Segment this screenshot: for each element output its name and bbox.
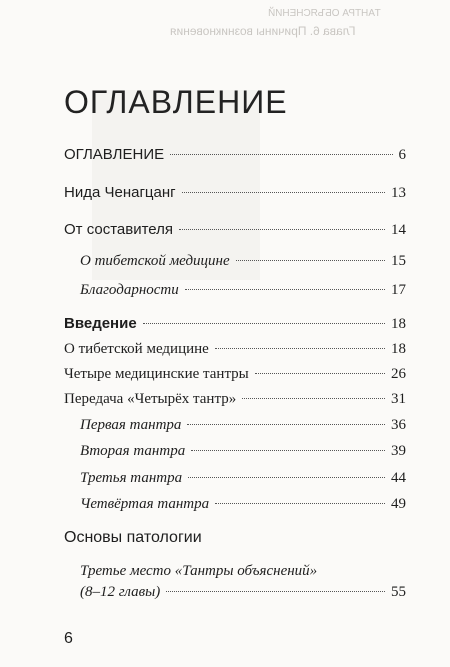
toc-entry[interactable]: [64, 366, 406, 383]
leader-dots: [215, 348, 385, 349]
toc-entry-page: 14: [391, 222, 406, 238]
leader-dots: [187, 424, 385, 425]
toc-entry[interactable]: [64, 221, 406, 239]
page-number: 6: [64, 630, 73, 647]
leader-dots: [215, 503, 385, 504]
leader-dots: [166, 591, 385, 592]
leader-dots: [143, 323, 385, 324]
toc-entry[interactable]: [64, 391, 406, 408]
toc-entry[interactable]: [80, 417, 406, 434]
toc-entry-page: 18: [391, 341, 406, 357]
toc-entry[interactable]: [80, 253, 406, 270]
toc-entry-label: О тибетской медицине: [80, 253, 230, 269]
toc-entry-label-line2: (8–12 главы): [80, 584, 161, 600]
leader-dots: [179, 229, 385, 230]
leader-dots: [188, 477, 385, 478]
toc-entry[interactable]: [64, 146, 406, 164]
leader-dots: [185, 289, 385, 290]
toc-entry-label: Третья тантра: [80, 470, 183, 486]
toc-entry-label: ОГЛАВЛЕНИЕ: [64, 146, 165, 163]
leader-dots: [182, 192, 385, 193]
toc-entry-label: Нида Ченагцанг: [64, 184, 176, 201]
toc-entry-page: 26: [391, 366, 406, 382]
toc-entry-page: 36: [391, 417, 406, 433]
toc-entry[interactable]: [64, 315, 406, 333]
leader-dots: [191, 450, 385, 451]
bleed-through-text-2: Глава 6. Причины возникновения: [170, 24, 356, 38]
toc-entry-label: Благодарности: [80, 282, 179, 298]
toc-entry-page: 39: [391, 443, 406, 459]
toc-entry-label: О тибетской медицине: [64, 341, 209, 357]
bleed-through-text-1: ТАНТРА ОБЪЯСНЕНИЙ: [268, 8, 381, 19]
toc-entry-label: Четыре медицинские тантры: [64, 366, 249, 382]
toc-entry-page: 55: [391, 584, 406, 600]
toc-entry-page: 17: [391, 282, 406, 298]
toc-entry-page: 44: [391, 470, 406, 486]
toc-entry[interactable]: [80, 561, 406, 603]
toc-entry-label-line1: Третье место «Тантры объяснений»: [80, 563, 318, 579]
toc-entry[interactable]: [64, 184, 406, 202]
toc-entry-page: 31: [391, 391, 406, 407]
toc-entry[interactable]: [80, 470, 406, 487]
toc-entry-label: От составителя: [64, 221, 174, 238]
toc-entry-label: Вторая тантра: [80, 443, 186, 459]
toc-entry-label: Первая тантра: [80, 417, 182, 433]
toc-entry-page: 6: [398, 147, 406, 163]
toc-entry-page: 18: [391, 316, 406, 332]
toc-entry-label: Передача «Четырёх тантр»: [64, 391, 237, 407]
page-title: ОГЛАВЛЕНИЕ: [64, 84, 288, 120]
toc-entry[interactable]: [80, 443, 406, 460]
toc-entry-page: 13: [391, 185, 406, 201]
toc-entry[interactable]: [80, 282, 406, 299]
toc-entry-page: 49: [391, 496, 406, 512]
leader-dots: [255, 373, 385, 374]
toc-entry[interactable]: [80, 496, 406, 513]
leader-dots: [242, 398, 385, 399]
leader-dots: [170, 154, 392, 155]
toc-section-heading: Основы патологии: [64, 529, 202, 546]
toc-entry-label: Четвёртая тантра: [80, 496, 210, 512]
toc-entry-page: 15: [391, 253, 406, 269]
toc-entry[interactable]: [64, 341, 406, 358]
leader-dots: [236, 260, 385, 261]
toc-entry-label: Введение: [64, 315, 137, 332]
